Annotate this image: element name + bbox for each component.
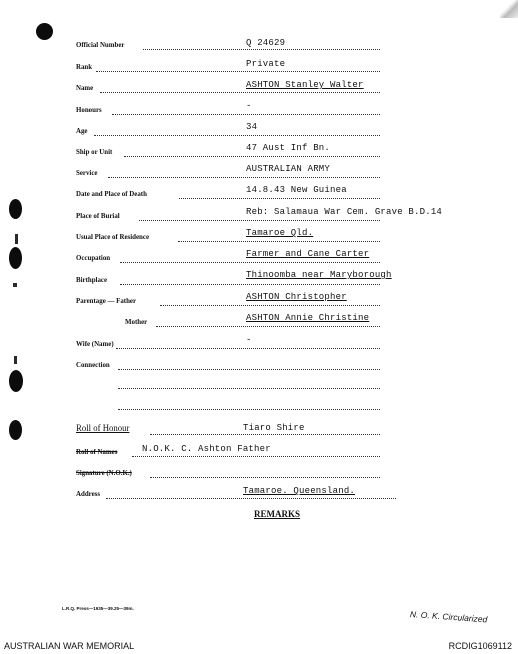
field-label: Honours <box>76 105 102 114</box>
field-value: - <box>246 101 252 111</box>
field-label: Service <box>76 168 98 177</box>
dotted-line <box>179 198 380 199</box>
punch-hole-lower <box>9 370 23 392</box>
field-label: Date and Place of Death <box>76 189 147 198</box>
field-label: Place of Burial <box>76 211 120 220</box>
nok-circularized-stamp: N. O. K. Circularized <box>409 609 488 625</box>
field-value: 47 Aust Inf Bn. <box>246 143 331 153</box>
field-label: Wife (Name) <box>76 339 114 348</box>
dotted-line <box>132 456 380 457</box>
field-label: Mother <box>125 317 148 326</box>
dotted-line <box>108 177 380 178</box>
dotted-line <box>118 409 380 410</box>
dotted-line <box>106 498 396 499</box>
footer-archive-name: AUSTRALIAN WAR MEMORIAL <box>4 641 135 651</box>
field-value: ASHTON Annie Christine <box>246 313 370 323</box>
field-label: Roll of Names <box>76 447 118 456</box>
binding-mark <box>13 283 17 287</box>
field-value: Q 24629 <box>246 38 286 48</box>
dotted-line <box>124 156 380 157</box>
dotted-line <box>118 369 380 370</box>
field-label: Parentage — Father <box>76 296 137 305</box>
field-value: Tiaro Shire <box>243 423 305 433</box>
dotted-line <box>120 262 380 263</box>
dotted-line <box>120 284 380 285</box>
binding-mark <box>14 356 17 364</box>
field-label: Name <box>76 83 94 92</box>
dotted-line <box>94 135 380 136</box>
field-value: Tamaroe Qld. <box>246 228 314 238</box>
dotted-line <box>160 305 380 306</box>
field-value: 34 <box>246 122 258 132</box>
remarks-heading: REMARKS <box>254 509 301 519</box>
field-value: ASHTON Christopher <box>246 292 347 302</box>
dotted-line <box>100 92 380 93</box>
field-value: N.O.K. C. Ashton Father <box>142 444 271 454</box>
field-value: - <box>246 335 252 345</box>
field-label: Age <box>76 126 88 135</box>
field-value: AUSTRALIAN ARMY <box>246 164 331 174</box>
dotted-line <box>139 220 380 221</box>
dotted-line <box>150 477 380 478</box>
field-label: Connection <box>76 360 110 369</box>
footer-record-id: RCDIG1069112 <box>448 641 512 651</box>
field-label: Birthplace <box>76 275 108 284</box>
dotted-line <box>116 348 380 349</box>
punch-hole-middle <box>9 247 22 269</box>
field-label: Rank <box>76 62 93 71</box>
punch-hole-upper <box>9 199 22 219</box>
field-label: Occupation <box>76 253 111 262</box>
dotted-line <box>118 388 380 389</box>
field-label: Usual Place of Residence <box>76 232 150 241</box>
punch-hole-bottom <box>9 420 22 440</box>
field-value: 14.8.43 New Guinea <box>246 185 347 195</box>
field-label: Official Number <box>76 40 125 49</box>
dotted-line <box>156 326 380 327</box>
field-value: Tamaroe. Queensland. <box>243 486 356 496</box>
field-label: Roll of Honour <box>76 424 130 434</box>
binding-mark <box>15 234 18 244</box>
field-value: Reb: Salamaua War Cem. Grave B.D.14 <box>246 207 443 217</box>
field-label: Signature (N.O.K.) <box>76 468 132 477</box>
form-print-code: L.R.Q. Press—1935—39.25—39m. <box>62 606 134 611</box>
dotted-line <box>112 114 380 115</box>
page-corner <box>500 0 518 18</box>
dotted-line <box>143 49 380 50</box>
dotted-line <box>178 241 380 242</box>
dotted-line <box>96 71 380 72</box>
field-value: ASHTON Stanley Walter <box>246 80 364 90</box>
field-value: Private <box>246 59 286 69</box>
field-label: Ship or Unit <box>76 147 113 156</box>
punch-hole-top <box>36 23 53 40</box>
field-label: Address <box>76 489 101 498</box>
field-value: Thinoomba near Maryborough <box>246 270 392 280</box>
field-value: Farmer and Cane Carter <box>246 249 370 259</box>
dotted-line <box>150 434 380 435</box>
